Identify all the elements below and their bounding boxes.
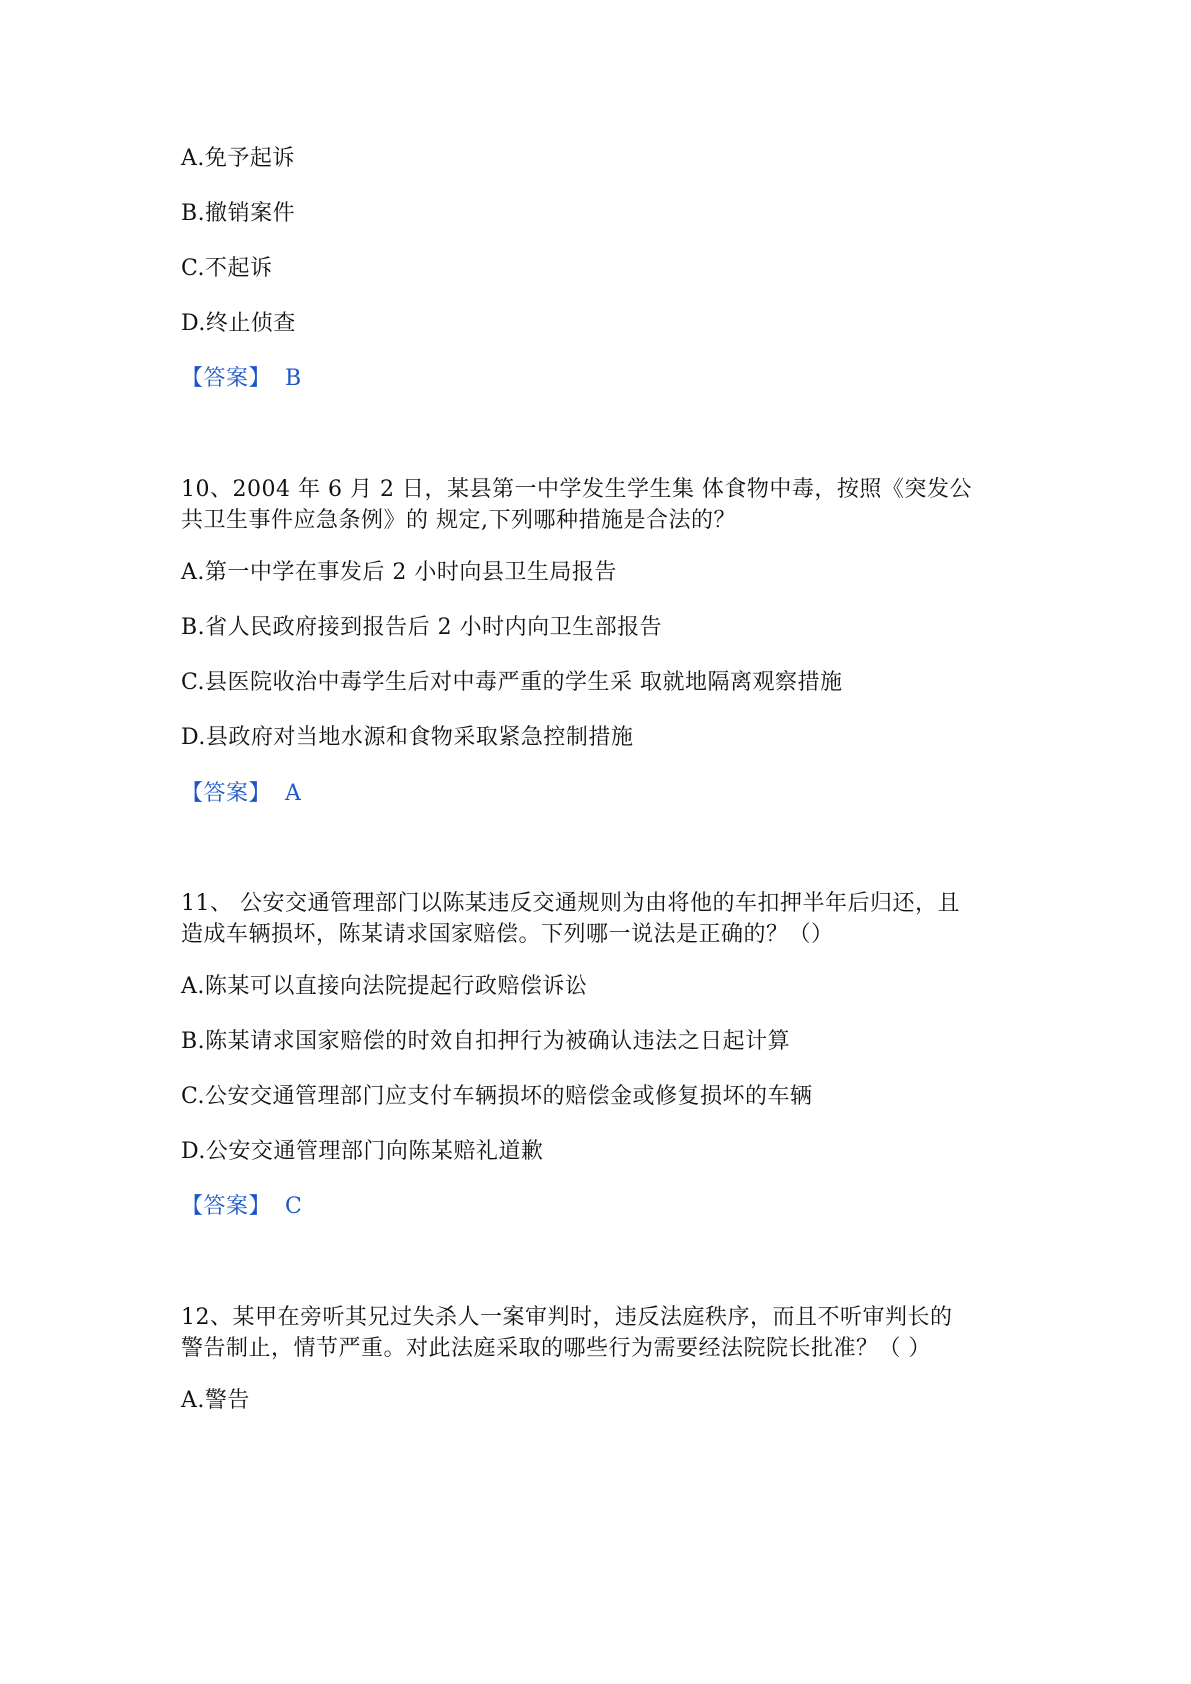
q12-stem-line-1: 12、某甲在旁听其兄过失杀人一案审判时，违反法庭秩序，而且不听审判长的 xyxy=(181,1305,953,1330)
q12-stem-line-2: 警告制止，情节严重。对此法庭采取的哪些行为需要经法院院长批准？（ ） xyxy=(181,1336,931,1361)
q10-option-d: D.县政府对当地水源和食物采取紧急控制措施 xyxy=(181,725,634,750)
q11-option-d: D.公安交通管理部门向陈某赔礼道歉 xyxy=(181,1139,544,1164)
q10-option-a: A.第一中学在事发后 2 小时向县卫生局报告 xyxy=(181,560,617,585)
q10-option-c: C.县医院收治中毒学生后对中毒严重的学生采 取就地隔离观察措施 xyxy=(181,670,843,695)
answer-value: A xyxy=(285,781,302,806)
q12-option-a: A.警告 xyxy=(181,1388,250,1413)
q9-option-b: B.撤销案件 xyxy=(181,201,296,226)
q10-stem-line-1: 10、2004 年 6 月 2 日，某县第一中学发生学生集 体食物中毒，按照《突发公 xyxy=(181,477,972,502)
answer-value: C xyxy=(285,1194,303,1219)
answer-label: 【答案】 xyxy=(181,781,272,806)
q11-option-c: C.公安交通管理部门应支付车辆损坏的赔偿金或修复损坏的车辆 xyxy=(181,1084,813,1109)
answer-value: B xyxy=(285,366,302,391)
q10-answer xyxy=(181,778,301,810)
q9-answer xyxy=(181,363,302,395)
q9-option-c: C.不起诉 xyxy=(181,256,273,281)
q9-option-d: D.终止侦查 xyxy=(181,311,296,336)
q11-stem-line-2: 造成车辆损坏，陈某请求国家赔偿。下列哪一说法是正确的？（） xyxy=(181,922,834,947)
q10-stem-line-2: 共卫生事件应急条例》的 规定,下列哪种措施是合法的？ xyxy=(181,508,736,533)
answer-label: 【答案】 xyxy=(181,366,272,391)
q9-option-a: A.免予起诉 xyxy=(181,146,295,171)
q11-answer xyxy=(181,1191,302,1223)
q11-option-b: B.陈某请求国家赔偿的时效自扣押行为被确认违法之日起计算 xyxy=(181,1029,791,1054)
q11-option-a: A.陈某可以直接向法院提起行政赔偿诉讼 xyxy=(181,974,588,999)
q11-stem-line-1: 11、 公安交通管理部门以陈某违反交通规则为由将他的车扣押半年后归还，且 xyxy=(181,891,960,916)
answer-label: 【答案】 xyxy=(181,1194,272,1219)
q10-option-b: B.省人民政府接到报告后 2 小时内向卫生部报告 xyxy=(181,615,663,640)
